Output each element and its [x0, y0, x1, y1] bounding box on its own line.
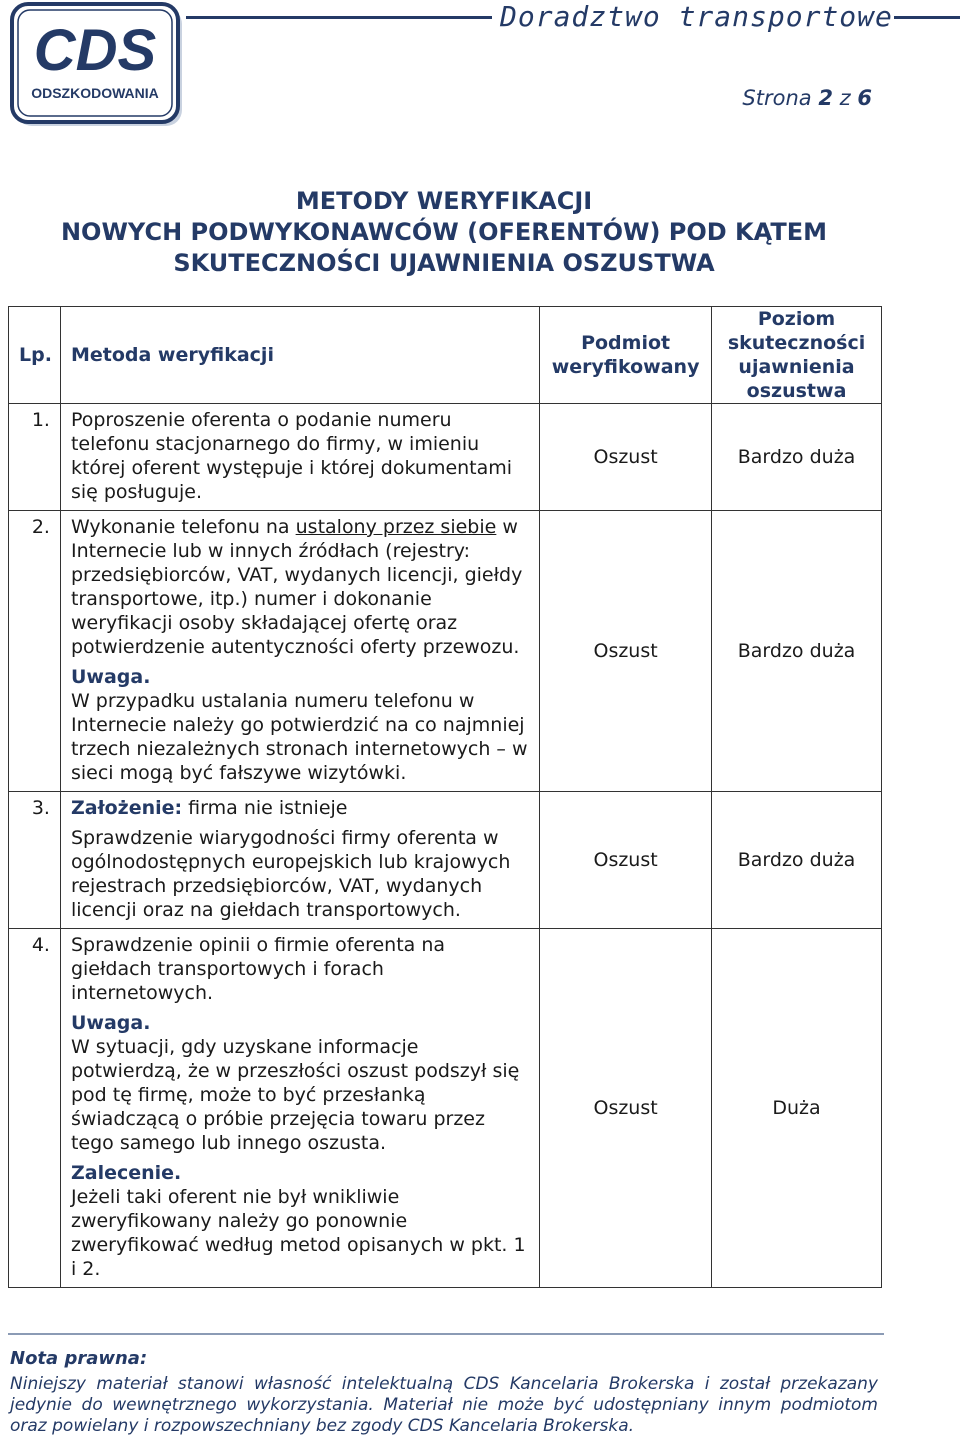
table-header-row — [9, 307, 882, 404]
level-cell: Bardzo duża — [712, 511, 882, 792]
subject-cell: Oszust — [540, 792, 712, 929]
header-rule-left — [186, 16, 492, 19]
row-number: 4. — [9, 929, 61, 1288]
row-number: 3. — [9, 792, 61, 929]
note-label: Uwaga. — [70, 1012, 151, 1034]
method-cell — [60, 511, 539, 792]
method-text: Sprawdzenie wiarygodności firmy oferenta w ogólnodostępnych europejskich lub krajowych rejestrach przedsiębiorców, VAT, wydanych licencji oraz na giełdach transportowych. — [70, 827, 511, 921]
recommendation-label: Zalecenie. — [70, 1162, 182, 1184]
subject-cell: Oszust — [540, 404, 712, 511]
header-rule-right — [894, 16, 960, 19]
method-text: Poproszenie oferenta o podanie numeru telefonu stacjonarnego do firmy, w imieniu której oferent występuje i której dokumentami się posługuje. — [70, 409, 513, 503]
title-line-3: SKUTECZNOŚCI UJAWNIENIA OSZUSTWA — [173, 249, 715, 277]
subject-cell: Oszust — [540, 929, 712, 1288]
cds-logo — [10, 2, 186, 130]
note-text: W przypadku ustalania numeru telefonu w Internecie należy go potwierdzić na co najmniej trzech niezależnych stronach internetowych – w sieci mogą być fałszywe wizytówki. — [70, 690, 528, 784]
page-separator: z — [839, 86, 851, 110]
title-line-2: NOWYCH PODWYKONAWCÓW (OFERENTÓW) POD KĄTEM — [60, 218, 828, 246]
assumption — [71, 796, 531, 820]
page-prefix: Strona — [742, 86, 812, 110]
footer-rule — [8, 1333, 884, 1335]
header-lp: Lp. — [9, 307, 61, 404]
legal-note-title: Nota prawna: — [10, 1348, 148, 1369]
logo-text: CDS — [33, 18, 157, 83]
header-level: Poziom skuteczności ujawnienia oszustwa — [712, 307, 882, 404]
level-cell: Duża — [712, 929, 882, 1288]
document-title — [0, 186, 888, 279]
table-row — [9, 511, 882, 792]
method-text: Sprawdzenie opinii o firmie oferenta na giełdach transportowych i forach internetowych. — [70, 934, 446, 1004]
header-method: Metoda weryfikacji — [70, 344, 274, 366]
page-current: 2 — [818, 86, 833, 110]
row-number: 1. — [9, 404, 61, 511]
row-number: 2. — [9, 511, 61, 792]
method-text-underlined: ustalony przez siebie — [295, 516, 497, 538]
table-row — [9, 792, 882, 929]
method-text-end: w Internecie lub w innych źródłach (rejestry: przedsiębiorców, VAT, wydanych licencji, giełdy transportowe, itp.) numer i dokonanie weryfikacji osoby składającej ofertę oraz potwierdzenie autentyczności oferty przewozu. — [70, 516, 523, 658]
assumption-label: Założenie: — [70, 797, 183, 819]
page-total: 6 — [857, 86, 872, 110]
recommendation-text: Jeżeli taki oferent nie był wnikliwie zweryfikowany należy go ponownie zweryfikować według metod opisanych w pkt. 1 i 2. — [70, 1186, 526, 1280]
table-row — [9, 404, 882, 511]
header-title: Doradztwo transportowe — [500, 0, 893, 33]
method-text — [71, 515, 531, 659]
title-line-1: METODY WERYFIKACJI — [295, 187, 593, 215]
legal-note-text: Niniejszy materiał stanowi własność intelektualną CDS Kancelaria Brokerska i został przekazany jedynie do wewnętrznego wykorzystania. Materiał nie może być udostępniany innym podmiotom oraz powielany i rozpowszechniany bez zgody CDS Kancelaria Brokerska. — [10, 1374, 878, 1436]
table-row — [9, 929, 882, 1288]
methods-table — [8, 306, 882, 1288]
level-cell: Bardzo duża — [712, 792, 882, 929]
method-text-start: Wykonanie telefonu na — [70, 516, 296, 538]
assumption-text: firma nie istnieje — [182, 797, 348, 819]
note-text: W sytuacji, gdy uzyskane informacje potwierdzą, że w przeszłości oszust podszył się pod tę firmę, może to być przesłanką świadczącą o próbie przejęcia towaru przez tego samego lub innego oszusta. — [70, 1036, 520, 1154]
logo-subtext: ODSZKODOWANIA — [31, 85, 159, 101]
header-subject: Podmiot weryfikowany — [540, 307, 712, 404]
note-label: Uwaga. — [70, 666, 151, 688]
subject-cell: Oszust — [540, 511, 712, 792]
page-counter — [742, 86, 872, 110]
method-cell — [60, 404, 539, 511]
level-cell: Bardzo duża — [712, 404, 882, 511]
method-cell — [60, 792, 539, 929]
method-cell — [60, 929, 539, 1288]
